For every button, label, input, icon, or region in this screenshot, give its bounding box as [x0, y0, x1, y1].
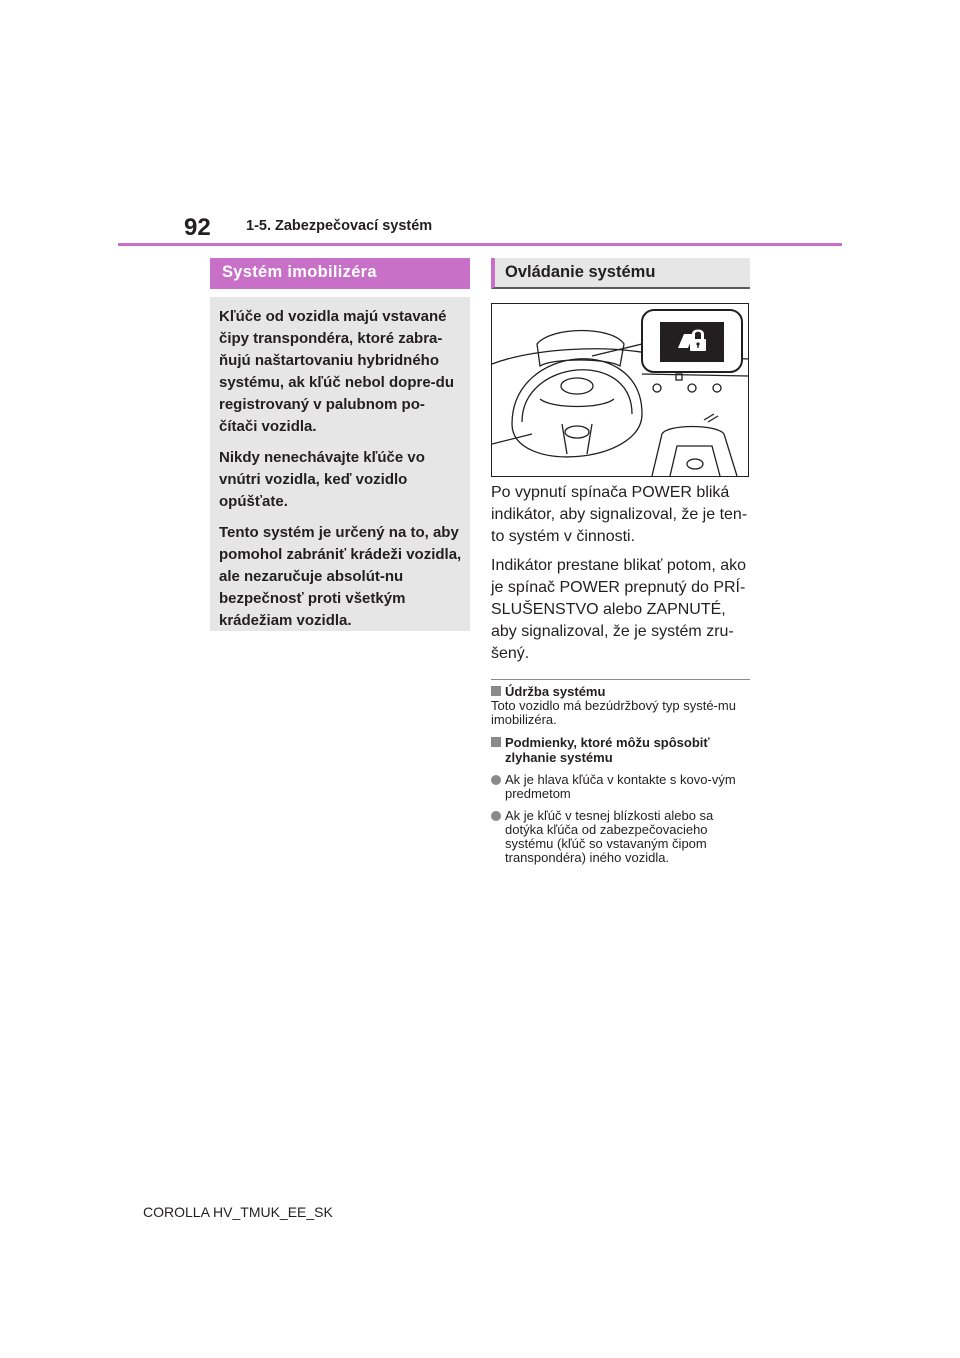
conditions-note-title: [491, 735, 750, 765]
conditions-title-text: Podmienky, ktoré môžu spôsobiť zlyhanie systému: [505, 735, 710, 765]
section-header: 1-5. Zabezpečovací systém: [246, 218, 433, 234]
immobilizer-paragraph-3: Tento systém je určený na to, aby pomohol zabrániť krádeži vozidla, ale nezaručuje absolút-nu bezpečnosť proti všetkým krádežiam vozidla.: [219, 524, 462, 629]
condition-bullet-1: [491, 773, 750, 801]
header-rule: [118, 243, 842, 246]
square-bullet-icon: [491, 737, 501, 747]
square-bullet-icon: [491, 686, 501, 696]
notes-divider: [491, 679, 750, 680]
maintenance-note-title: [491, 684, 750, 699]
immobilizer-paragraph-1: Kľúče od vozidla majú vstavané čipy transpondéra, ktoré zabra-ňujú naštartovaniu hybridného systému, ak kľúč nebol dopre-du registrovaný v palubnom po-čítači vozidla.: [219, 308, 454, 435]
condition-bullet-1-text: Ak je hlava kľúča v kontakte s kovo-vým predmetom: [505, 772, 736, 801]
operation-section: [491, 258, 750, 672]
dashboard-illustration: [491, 303, 749, 477]
operation-paragraph-1: Po vypnutí spínača POWER bliká indikátor, aby signalizoval, že je ten-to systém v činnosti.: [491, 484, 748, 545]
notes-section: [491, 684, 750, 873]
maintenance-title-text: Údržba systému: [505, 684, 606, 699]
immobilizer-title: Systém imobilizéra: [210, 258, 470, 289]
footer-model: COROLLA HV_TMUK_EE_SK: [143, 1204, 333, 1220]
immobilizer-section: [210, 258, 470, 631]
operation-paragraph-2: Indikátor prestane blikať potom, ako je spínač POWER prepnutý do PRÍ-SLUŠENSTVO alebo ZAPNUTÉ, aby signalizoval, že je systém zru-šený.: [491, 557, 747, 662]
condition-bullet-2: [491, 809, 750, 865]
maintenance-note-text: Toto vozidlo má bezúdržbový typ systé-mu imobilizéra.: [491, 698, 736, 727]
condition-bullet-2-text: Ak je kľúč v tesnej blízkosti alebo sa dotýka kľúča od zabezpečovacieho systému (kľúč so vstavaným čipom transpondéra) iného vozidla.: [505, 808, 714, 865]
round-bullet-icon: [491, 775, 501, 785]
immobilizer-paragraph-2: Nikdy nenechávajte kľúče vo vnútri vozidla, keď vozidlo opúšťate.: [219, 449, 425, 510]
page-number: 92: [184, 214, 211, 241]
immobilizer-info-box: [210, 297, 470, 631]
operation-text: [491, 482, 750, 665]
operation-title: Ovládanie systému: [491, 258, 750, 289]
round-bullet-icon: [491, 811, 501, 821]
